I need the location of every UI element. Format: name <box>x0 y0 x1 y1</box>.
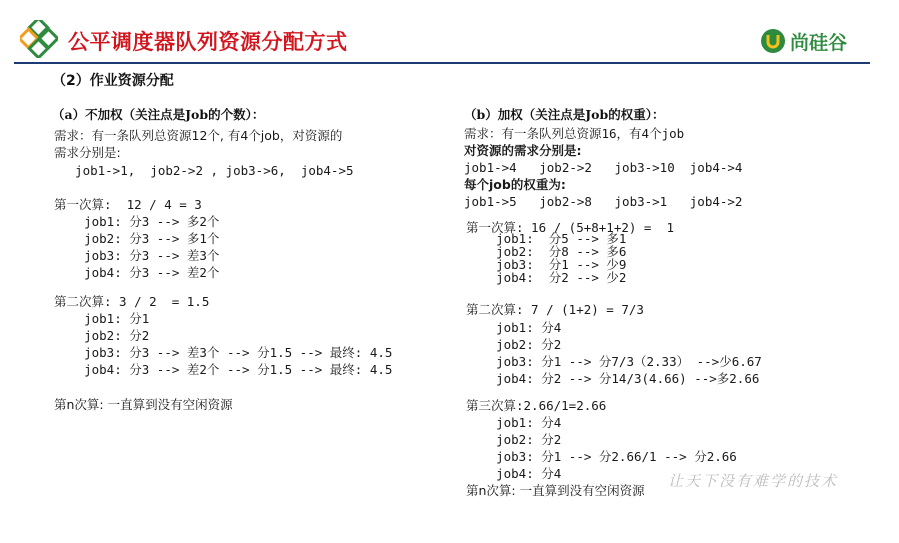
right-line: job2: 分8 --> 多6 <box>466 244 627 259</box>
right-line: 第n次算: 一直算到没有空闲资源 <box>466 483 645 498</box>
right-line: job4: 分2 --> 分14/3(4.66) -->多2.66 <box>466 371 760 386</box>
right-line: job1->4 job2->2 job3->10 job4->4 <box>464 160 743 175</box>
left-line: 第一次算: 12 / 4 = 3 <box>54 197 202 212</box>
left-line: job2: 分3 --> 多1个 <box>54 231 220 246</box>
right-line: 需求：有一条队列总资源16，有4个job <box>464 126 685 141</box>
left-line: job3: 分3 --> 差3个 --> 分1.5 --> 最终: 4.5 <box>54 345 393 360</box>
left-line: 需求分别是: <box>54 145 121 160</box>
right-line: 第二次算: 7 / (1+2) = 7/3 <box>466 302 644 317</box>
brand-logo <box>760 26 847 56</box>
left-line: 需求：有一条队列总资源12个, 有4个job，对资源的 <box>54 128 343 143</box>
brand-name: 尚硅谷 <box>790 31 848 54</box>
page-title: 公平调度器队列资源分配方式 <box>68 30 348 54</box>
slide-header <box>0 0 899 64</box>
left-line: job4: 分3 --> 差2个 <box>54 265 220 280</box>
left-line: job2: 分2 <box>54 328 150 343</box>
right-line: job3: 分1 --> 少9 <box>466 257 627 272</box>
right-line: job1: 分4 <box>466 415 562 430</box>
right-line: job4: 分2 --> 少2 <box>466 270 627 285</box>
right-line: job4: 分4 <box>466 466 562 481</box>
right-line: job1->5 job2->8 job3->1 job4->2 <box>464 194 743 209</box>
right-line: job3: 分1 --> 分7/3（2.33） -->少6.67 <box>466 354 762 369</box>
right-line: 第三次算:2.66/1=2.66 <box>466 398 607 413</box>
left-line: 第二次算: 3 / 2 = 1.5 <box>54 294 210 309</box>
right-line: job2: 分2 <box>466 337 562 352</box>
right-line: job2: 分2 <box>466 432 562 447</box>
brand-u-icon <box>760 28 786 54</box>
left-heading: （a）不加权（关注点是Job的个数）： <box>52 107 265 122</box>
right-line: 第一次算: 16 / (5+8+1+2) = 1 <box>466 220 675 235</box>
left-line: 第n次算: 一直算到没有空闲资源 <box>54 397 233 412</box>
right-heading: （b）加权（关注点是Job的权重）： <box>464 107 665 122</box>
right-line: 对资源的需求分别是: <box>464 143 582 158</box>
section-title: （2）作业资源分配 <box>52 73 174 89</box>
left-line: job1: 分1 <box>54 311 150 326</box>
right-line: 每个job的权重为: <box>464 177 566 192</box>
left-line: job1->1, job2->2 , job3->6, job4->5 <box>60 163 354 178</box>
left-line: job4: 分3 --> 差2个 --> 分1.5 --> 最终: 4.5 <box>54 362 393 377</box>
left-line: job3: 分3 --> 差3个 <box>54 248 220 263</box>
header-divider <box>14 62 870 64</box>
watermark-text: 让天下没有难学的技术 <box>668 472 839 490</box>
diamond-logo-icon <box>20 20 58 58</box>
right-line: job1: 分5 --> 多1 <box>466 231 627 246</box>
right-line: job1: 分4 <box>466 320 562 335</box>
right-line: job3: 分1 --> 分2.66/1 --> 分2.66 <box>466 449 737 464</box>
left-line: job1: 分3 --> 多2个 <box>54 214 220 229</box>
